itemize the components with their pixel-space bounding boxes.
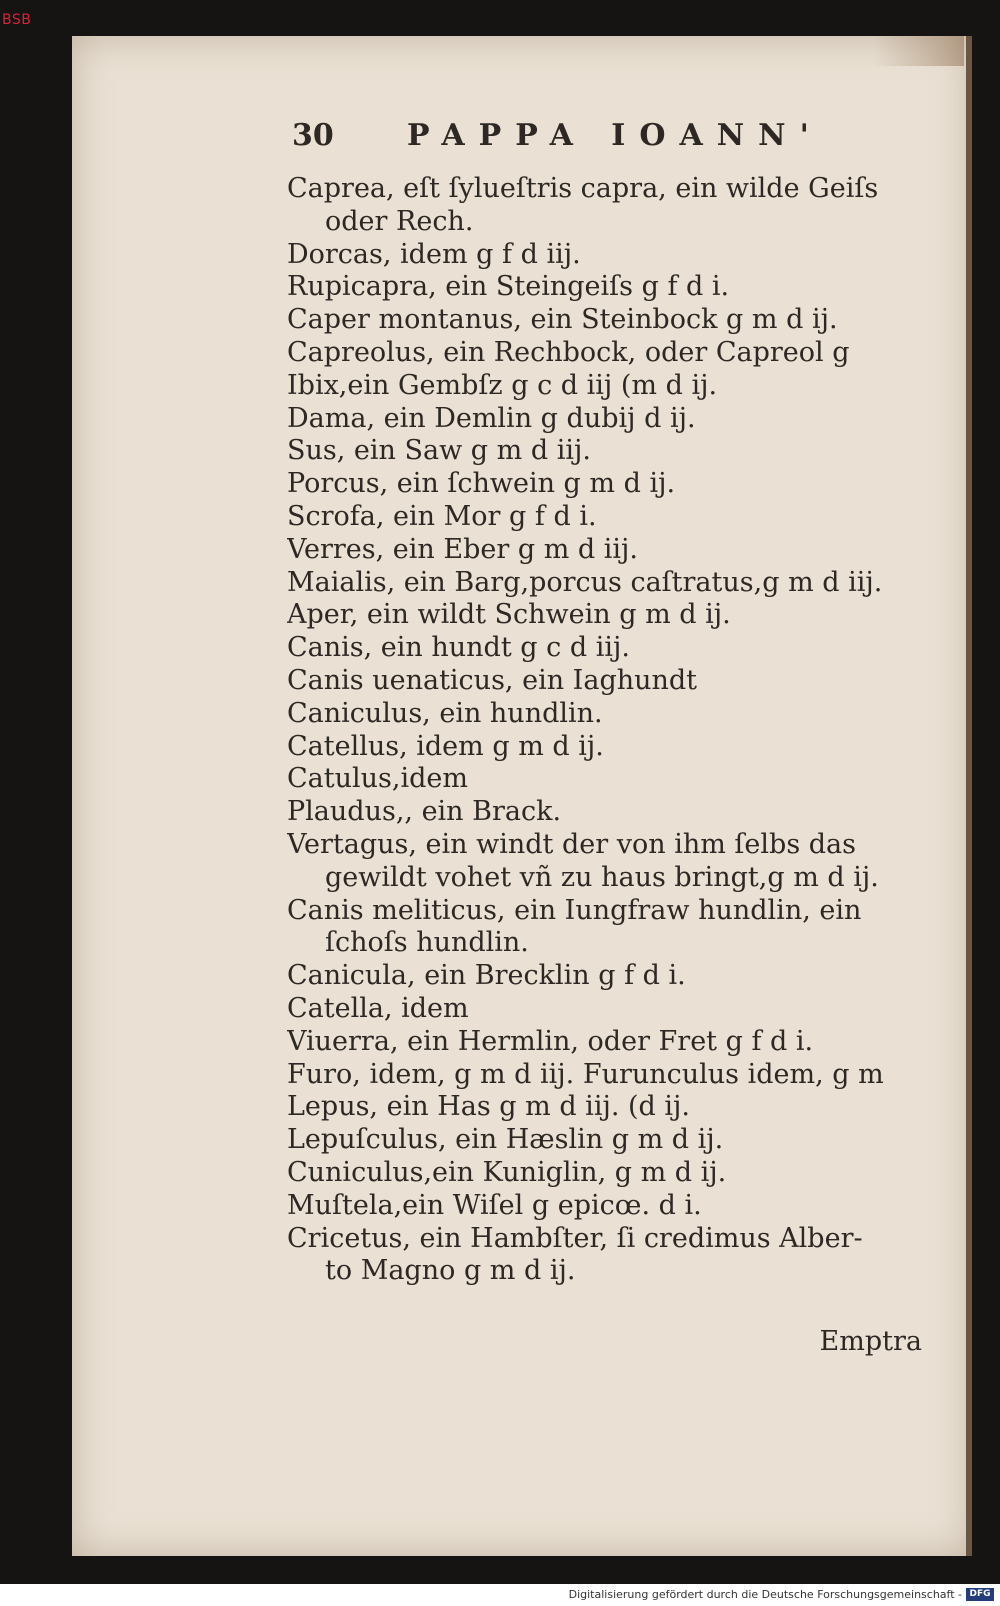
text-line: Porcus, ein ſchwein g m d ij. <box>287 468 676 500</box>
text-line: Canicula, ein Brecklin g f d i. <box>287 960 686 992</box>
text-line: Viuerra, ein Hermlin, oder Fret g f d i. <box>287 1025 814 1057</box>
running-title: PAPPA IOANN' <box>407 118 823 153</box>
bsb-logo: BSB <box>2 12 32 28</box>
text-line: Scrofa, ein Mor g f d i. <box>287 500 597 532</box>
text-line: Aper, ein wildt Schwein g m d ij. <box>287 599 731 631</box>
footer-credit: Digitalisierung gefördert durch die Deutsche Forschungsgemeinschaft - <box>568 1588 962 1601</box>
page-number: 30 <box>292 118 334 153</box>
text-line: Dorcas, idem g f d iij. <box>287 238 581 270</box>
text-line: Ibix,ein Gembſz g c d iij (m d ij. <box>287 369 718 401</box>
text-line: Maialis, ein Barg,porcus caſtratus,g m d iij. <box>287 566 883 598</box>
text-line: Canis, ein hundt g c d iij. <box>287 632 630 664</box>
text-line: Lepuſculus, ein Hæslin g m d ij. <box>287 1124 724 1156</box>
page-corner-stain <box>874 36 964 66</box>
text-line: Muſtela,ein Wiſel g epicœ. d i. <box>287 1189 702 1221</box>
page-edge <box>966 36 972 1556</box>
text-line: Caper montanus, ein Steinbock g m d ij. <box>287 304 838 336</box>
text-line: Caprea, eſt ſylueſtris capra, ein wilde Geiſs <box>287 173 879 204</box>
text-block <box>287 173 922 1288</box>
page-header <box>292 118 823 153</box>
text-line: Canis meliticus, ein Iungfraw hundlin, ein <box>287 894 862 926</box>
text-line: Verres, ein Eber g m d iij. <box>287 533 638 565</box>
text-line: ſchoſs hundlin. <box>325 927 529 959</box>
text-line: Catulus,idem <box>287 763 468 795</box>
book-page <box>72 36 972 1556</box>
text-line: Plaudus,, ein Brack. <box>287 796 562 828</box>
text-line: Furo, idem, g m d iij. Furunculus idem, g m <box>287 1058 884 1090</box>
text-line: Sus, ein Saw g m d iij. <box>287 435 591 467</box>
text-line: Dama, ein Demlin g dubij d ij. <box>287 402 696 434</box>
text-line: gewildt vohet vñ zu haus bringt,g m d ij. <box>325 861 879 893</box>
catchword: Emptra <box>819 1326 922 1357</box>
text-line: oder Rech. <box>325 205 474 237</box>
footer-bar <box>0 1584 1000 1606</box>
text-line: to Magno g m d ij. <box>325 1255 576 1287</box>
text-line: Catella, idem <box>287 992 469 1024</box>
text-line: Catellus, idem g m d ij. <box>287 730 604 762</box>
dfg-logo: DFG <box>966 1588 994 1601</box>
text-line: Vertagus, ein windt der von ihm ſelbs das <box>287 828 856 860</box>
text-line: Cuniculus,ein Kuniglin, g m d ij. <box>287 1156 727 1188</box>
text-line: Caniculus, ein hundlin. <box>287 697 603 729</box>
text-line: Canis uenaticus, ein Iaghundt <box>287 664 698 696</box>
text-line: Lepus, ein Has g m d iij. (d ij. <box>287 1091 690 1123</box>
text-line: Rupicapra, ein Steingeiſs g f d i. <box>287 271 730 303</box>
text-line: Capreolus, ein Rechbock, oder Capreol g <box>287 336 850 368</box>
text-line: Cricetus, ein Hambſter, ſi credimus Alber- <box>287 1222 863 1254</box>
